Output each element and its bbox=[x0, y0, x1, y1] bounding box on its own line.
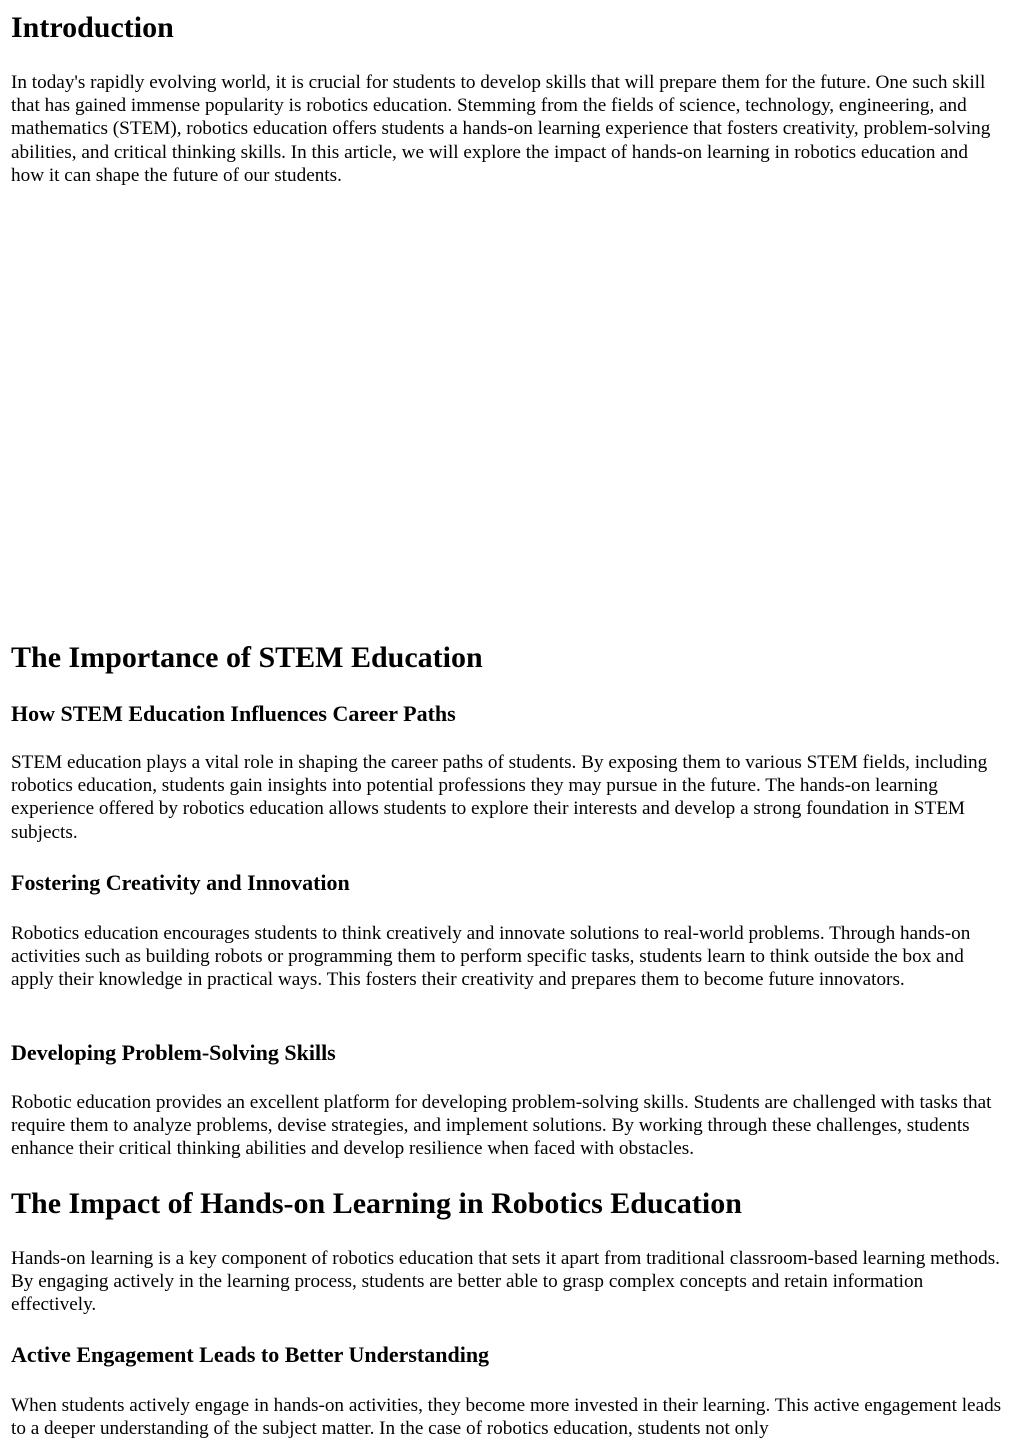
active-engagement-paragraph: When students actively engage in hands-on activities, they become more invested in their learning. This active engagement leads to a deeper understanding of the subject matter. In the case of robotics education, students not only bbox=[11, 1395, 1002, 1440]
blank-space bbox=[11, 200, 1003, 620]
career-paths-heading: How STEM Education Influences Career Paths bbox=[11, 701, 456, 726]
impact-heading: The Impact of Hands-on Learning in Robotics Education bbox=[11, 1187, 742, 1220]
intro-paragraph: In today's rapidly evolving world, it is crucial for students to develop skills that will prepare them for the future. One such skill that has gained immense popularity is robotics education. Stemming from the fields of science, technology, engineering, and mathematics (STEM), robotics education offers students a hands-on learning experience that fosters creativity, problem-solving abilities, and critical thinking skills. In this article, we will explore the impact of hands-on learning in robotics education and how it can shape the future of our students. bbox=[11, 72, 991, 186]
creativity-heading: Fostering Creativity and Innovation bbox=[11, 870, 350, 895]
stem-heading: The Importance of STEM Education bbox=[11, 641, 483, 674]
active-engagement-heading: Active Engagement Leads to Better Understanding bbox=[11, 1342, 490, 1367]
problem-solving-heading: Developing Problem-Solving Skills bbox=[11, 1040, 336, 1065]
intro-heading: Introduction bbox=[11, 11, 174, 44]
problem-solving-paragraph: Robotic education provides an excellent platform for developing problem-solving skills. Students are challenged with tasks that require them to analyze problems, devise strategies, and implement solutions. By working through these challenges, students enhance their critical thinking abilities and develop resilience when faced with obstacles. bbox=[11, 1092, 992, 1160]
career-paths-paragraph: STEM education plays a vital role in shaping the career paths of students. By exposing them to various STEM fields, including robotics education, students gain insights into potential professions they may pursue in the future. The hands-on learning experience offered by robotics education allows students to explore their interests and develop a strong foundation in STEM subjects. bbox=[11, 752, 988, 843]
impact-paragraph: Hands-on learning is a key component of robotics education that sets it apart from traditional classroom-based learning methods. By engaging actively in the learning process, students are better able to grasp complex concepts and retain information effectively. bbox=[11, 1248, 1000, 1316]
creativity-paragraph: Robotics education encourages students to think creatively and innovate solutions to real-world problems. Through hands-on activities such as building robots or programming them to perform specific tasks, students learn to think outside the box and apply their knowledge in practical ways. This fosters their creativity and prepares them to become future innovators. bbox=[11, 923, 971, 991]
